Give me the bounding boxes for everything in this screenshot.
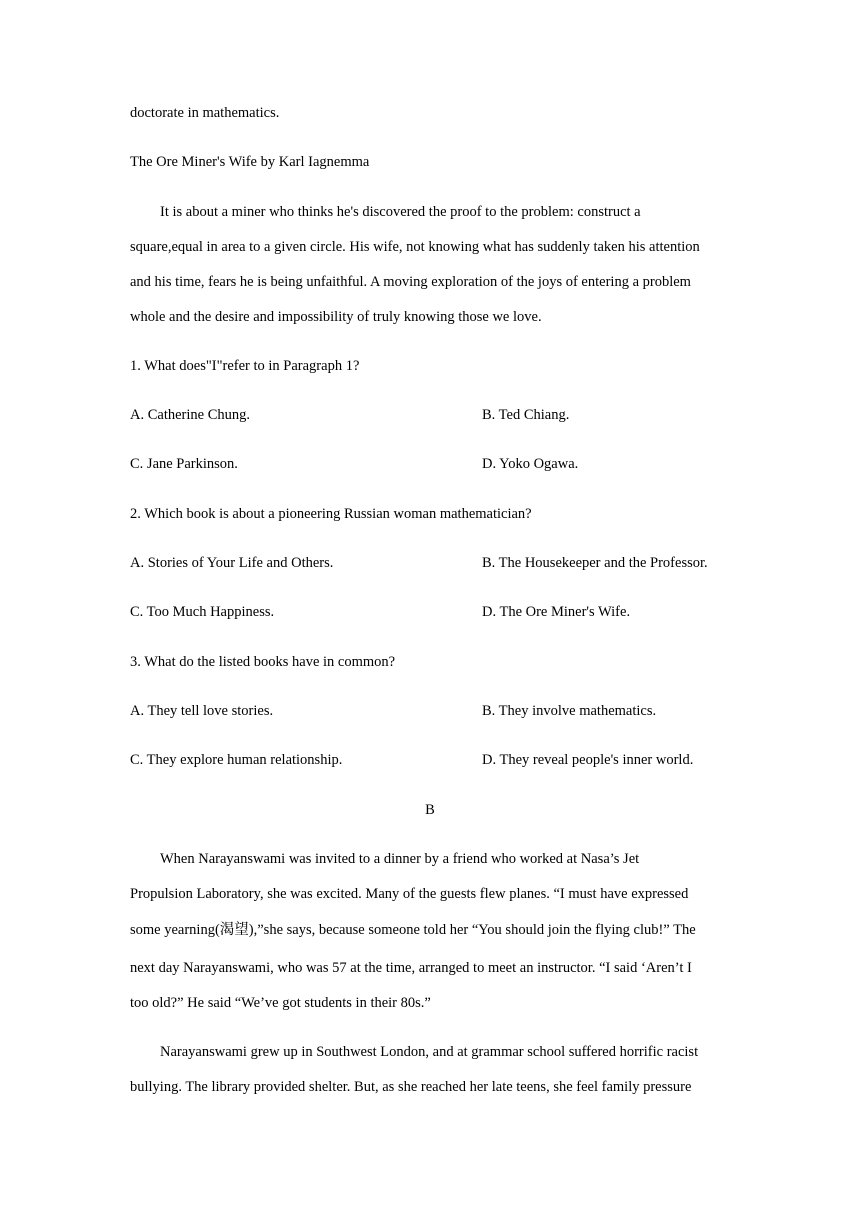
passage-b-line: some yearning(渴望),”she says, because someone told her “You should join the flying club!” The — [130, 922, 696, 938]
question-2-option-c: C. Too Much Happiness. — [130, 604, 275, 620]
question-2-stem: 2. Which book is about a pioneering Russian woman mathematician? — [130, 506, 532, 522]
passage-b-line: Narayanswami grew up in Southwest London, and at grammar school suffered horrific racist — [160, 1044, 699, 1060]
book-desc-line: square,equal in area to a given circle. His wife, not knowing what has suddenly taken his attention — [130, 239, 700, 255]
question-1-stem: 1. What does"I"refer to in Paragraph 1? — [130, 358, 360, 374]
passage-b-line: next day Narayanswami, who was 57 at the time, arranged to meet an instructor. “I said ‘Aren’t I — [130, 960, 692, 976]
passage-b-line: too old?” He said “We’ve got students in their 80s.” — [130, 995, 431, 1011]
question-3-option-c: C. They explore human relationship. — [130, 752, 343, 768]
question-3-option-a: A. They tell love stories. — [130, 703, 274, 719]
question-3-option-d: D. They reveal people's inner world. — [482, 752, 694, 768]
question-1-option-d: D. Yoko Ogawa. — [482, 456, 579, 472]
question-1-option-a: A. Catherine Chung. — [130, 407, 251, 423]
section-heading: B — [425, 802, 435, 818]
question-2-option-a: A. Stories of Your Life and Others. — [130, 555, 334, 571]
passage-b-line: bullying. The library provided shelter. But, as she reached her late teens, she feel family pressure — [130, 1079, 692, 1095]
question-1-option-b: B. Ted Chiang. — [482, 407, 570, 423]
question-2-option-b: B. The Housekeeper and the Professor. — [482, 555, 708, 571]
book-desc-line: It is about a miner who thinks he's discovered the proof to the problem: construct a — [160, 204, 641, 220]
question-3-stem: 3. What do the listed books have in common? — [130, 654, 396, 670]
passage-a-tail: doctorate in mathematics. — [130, 105, 280, 121]
passage-b-line: When Narayanswami was invited to a dinner by a friend who worked at Nasa’s Jet — [160, 851, 640, 867]
passage-b-line: Propulsion Laboratory, she was excited. Many of the guests flew planes. “I must have expressed — [130, 886, 689, 902]
book-desc-line: whole and the desire and impossibility of truly knowing those we love. — [130, 309, 542, 325]
question-1-option-c: C. Jane Parkinson. — [130, 456, 238, 472]
book-title: The Ore Miner's Wife by Karl Iagnemma — [130, 154, 370, 170]
question-3-option-b: B. They involve mathematics. — [482, 703, 657, 719]
question-2-option-d: D. The Ore Miner's Wife. — [482, 604, 631, 620]
book-desc-line: and his time, fears he is being unfaithful. A moving exploration of the joys of entering a problem — [130, 274, 691, 290]
